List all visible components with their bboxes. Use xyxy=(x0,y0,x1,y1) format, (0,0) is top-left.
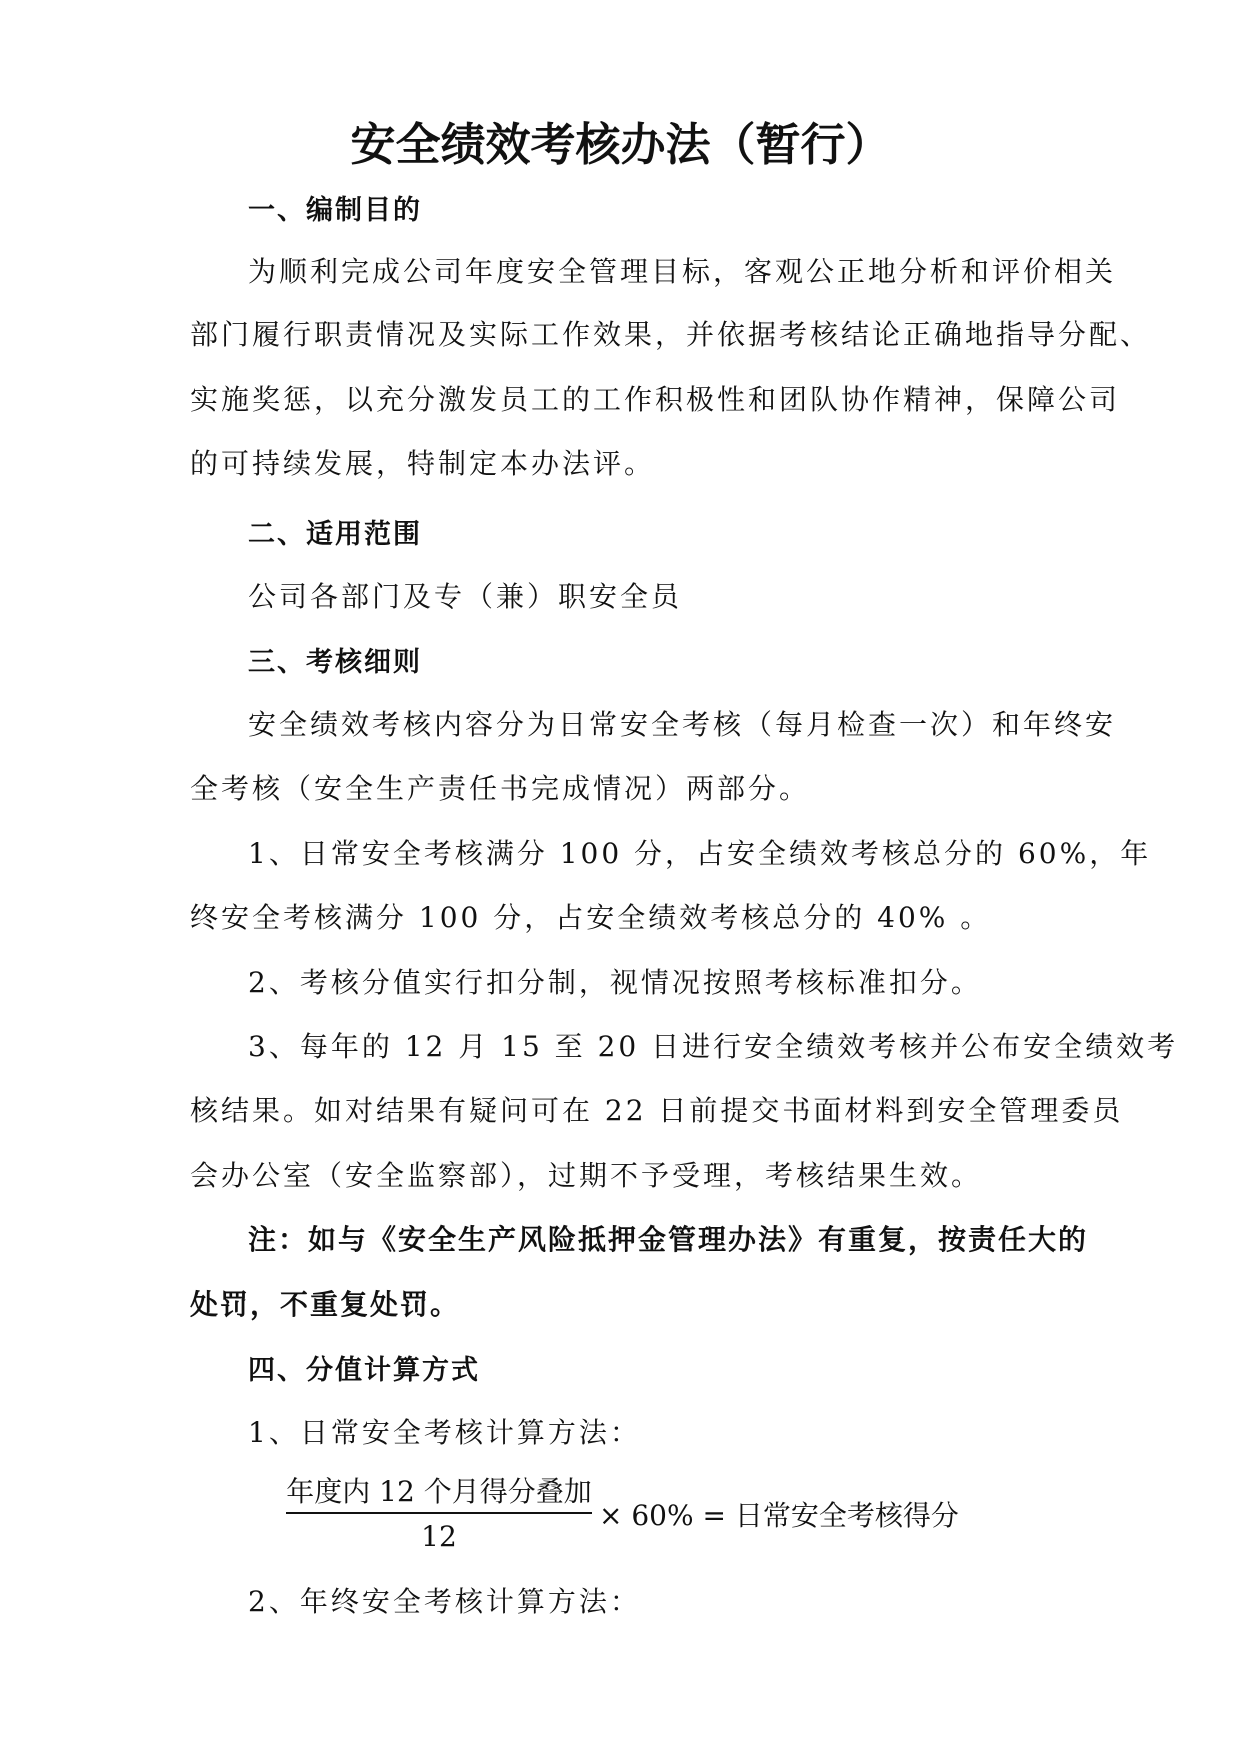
section-heading-purpose: 一、编制目的 xyxy=(248,195,422,226)
rule-item-2-line: 2、考核分值实行扣分制，视情况按照考核标准扣分。 xyxy=(248,966,982,999)
rule-item-1-line: 终安全考核满分 100 分，占安全绩效考核总分的 40% 。 xyxy=(190,901,992,934)
paragraph-line: 实施奖惩，以充分激发员工的工作积极性和团队协作精神，保障公司 xyxy=(190,383,1121,416)
section-heading-calculation: 四、分值计算方式 xyxy=(248,1355,480,1386)
paragraph-line: 的可持续发展，特制定本办法评。 xyxy=(190,447,656,480)
paragraph-line: 全考核（安全生产责任书完成情况）两部分。 xyxy=(190,772,811,805)
calc-item-1: 1、日常安全考核计算方法： xyxy=(248,1416,641,1449)
note-line: 注：如与《安全生产风险抵押金管理办法》有重复，按责任大的 xyxy=(248,1223,1089,1256)
calc-item-2: 2、年终安全考核计算方法： xyxy=(248,1585,641,1618)
rule-item-3-line: 3、每年的 12 月 15 至 20 日进行安全绩效考核并公布安全绩效考 xyxy=(248,1030,1179,1063)
section-heading-scope: 二、适用范围 xyxy=(248,519,422,550)
page-title: 安全绩效考核办法（暂行） xyxy=(350,118,891,171)
daily-score-formula xyxy=(284,1470,984,1560)
paragraph-line: 为顺利完成公司年度安全管理目标，客观公正地分析和评价相关 xyxy=(248,255,1117,288)
section-heading-rules: 三、考核细则 xyxy=(248,647,422,678)
paragraph-line: 部门履行职责情况及实际工作效果，并依据考核结论正确地指导分配、 xyxy=(190,318,1152,351)
rule-item-3-line: 核结果。如对结果有疑问可在 22 日前提交书面材料到安全管理委员 xyxy=(190,1094,1124,1127)
note-line: 处罚，不重复处罚。 xyxy=(190,1288,461,1321)
paragraph-line: 公司各部门及专（兼）职安全员 xyxy=(248,580,683,613)
fraction-bar xyxy=(286,1512,592,1514)
formula-result: × 60% = 日常安全考核得分 xyxy=(599,1499,959,1532)
rule-item-3-line: 会办公室（安全监察部），过期不予受理，考核结果生效。 xyxy=(190,1159,983,1192)
formula-denominator: 12 xyxy=(421,1520,457,1553)
rule-item-1-line: 1、日常安全考核满分 100 分，占安全绩效考核总分的 60%，年 xyxy=(248,837,1152,870)
formula-numerator: 年度内 12 个月得分叠加 xyxy=(286,1475,592,1508)
paragraph-line: 安全绩效考核内容分为日常安全考核（每月检查一次）和年终安 xyxy=(248,708,1117,741)
